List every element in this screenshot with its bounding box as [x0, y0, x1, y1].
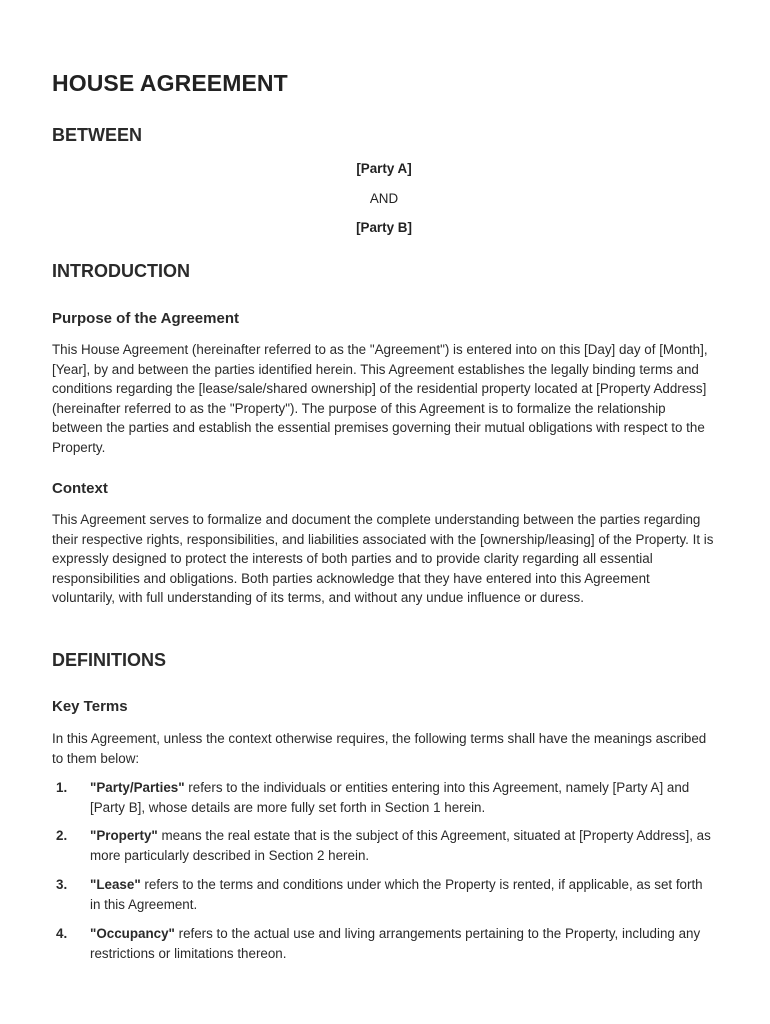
- purpose-heading: Purpose of the Agreement: [52, 310, 239, 327]
- key-terms-heading: Key Terms: [52, 698, 128, 715]
- definition-text: refers to the individuals or entities entering into this Agreement, namely [Party A] and [Party B], whose details are more fully set forth in Section 1 herein.: [90, 780, 690, 815]
- definition-term: "Party/Parties": [90, 780, 185, 795]
- definition-term: "Occupancy": [90, 926, 175, 941]
- definition-item-1: [52, 778, 716, 817]
- party-a-label: [Party A]: [356, 161, 412, 176]
- between-heading: BETWEEN: [52, 125, 142, 145]
- definition-item-4: [52, 924, 716, 963]
- introduction-heading: INTRODUCTION: [52, 261, 190, 281]
- definition-number: 2.: [56, 828, 68, 843]
- definition-term: "Property": [90, 828, 158, 843]
- definitions-intro-paragraph: In this Agreement, unless the context otherwise requires, the following terms shall have the meanings ascribed to them below:: [52, 731, 707, 766]
- definition-number: 3.: [56, 877, 68, 892]
- purpose-paragraph: This House Agreement (hereinafter referred to as the "Agreement") is entered into on this [Day] day of [Month], [Year], by and between the parties identified herein. This Agreement establishes the legally binding terms and conditions regarding the [lease/sale/shared ownership] of the residential property located at [Property Address] (hereinafter referred to as the "Property"). The purpose of this Agreement is to formalize the relationship between the parties and establish the essential premises governing their mutual obligations with respect to the Property.: [52, 342, 708, 455]
- definition-text: means the real estate that is the subject of this Agreement, situated at [Property Address], as more particularly described in Section 2 herein.: [90, 828, 711, 863]
- definition-item-3: [52, 875, 716, 914]
- definition-term: "Lease": [90, 877, 141, 892]
- context-heading: Context: [52, 480, 108, 497]
- definition-text: refers to the terms and conditions under which the Property is rented, if applicable, as set forth in this Agreement.: [90, 877, 703, 912]
- definitions-heading: DEFINITIONS: [52, 650, 167, 670]
- context-paragraph: This Agreement serves to formalize and document the complete understanding between the parties regarding their respective rights, responsibilities, and liabilities associated with the [ownership/leasing] of the Property. It is expressly designed to protect the interests of both parties and to provide clarity regarding all essential responsibilities and obligations. Both parties acknowledge that they have entered into this Agreement voluntarily, with full understanding of its terms, and without any undue influence or duress.: [52, 512, 714, 605]
- definition-number: 4.: [56, 926, 68, 941]
- definition-item-2: [52, 826, 716, 865]
- document-title: HOUSE AGREEMENT: [52, 70, 288, 96]
- and-label: AND: [369, 191, 399, 206]
- definition-text: refers to the actual use and living arrangements pertaining to the Property, including any restrictions or limitations thereon.: [90, 926, 701, 961]
- party-b-label: [Party B]: [356, 220, 412, 235]
- definition-number: 1.: [56, 780, 68, 795]
